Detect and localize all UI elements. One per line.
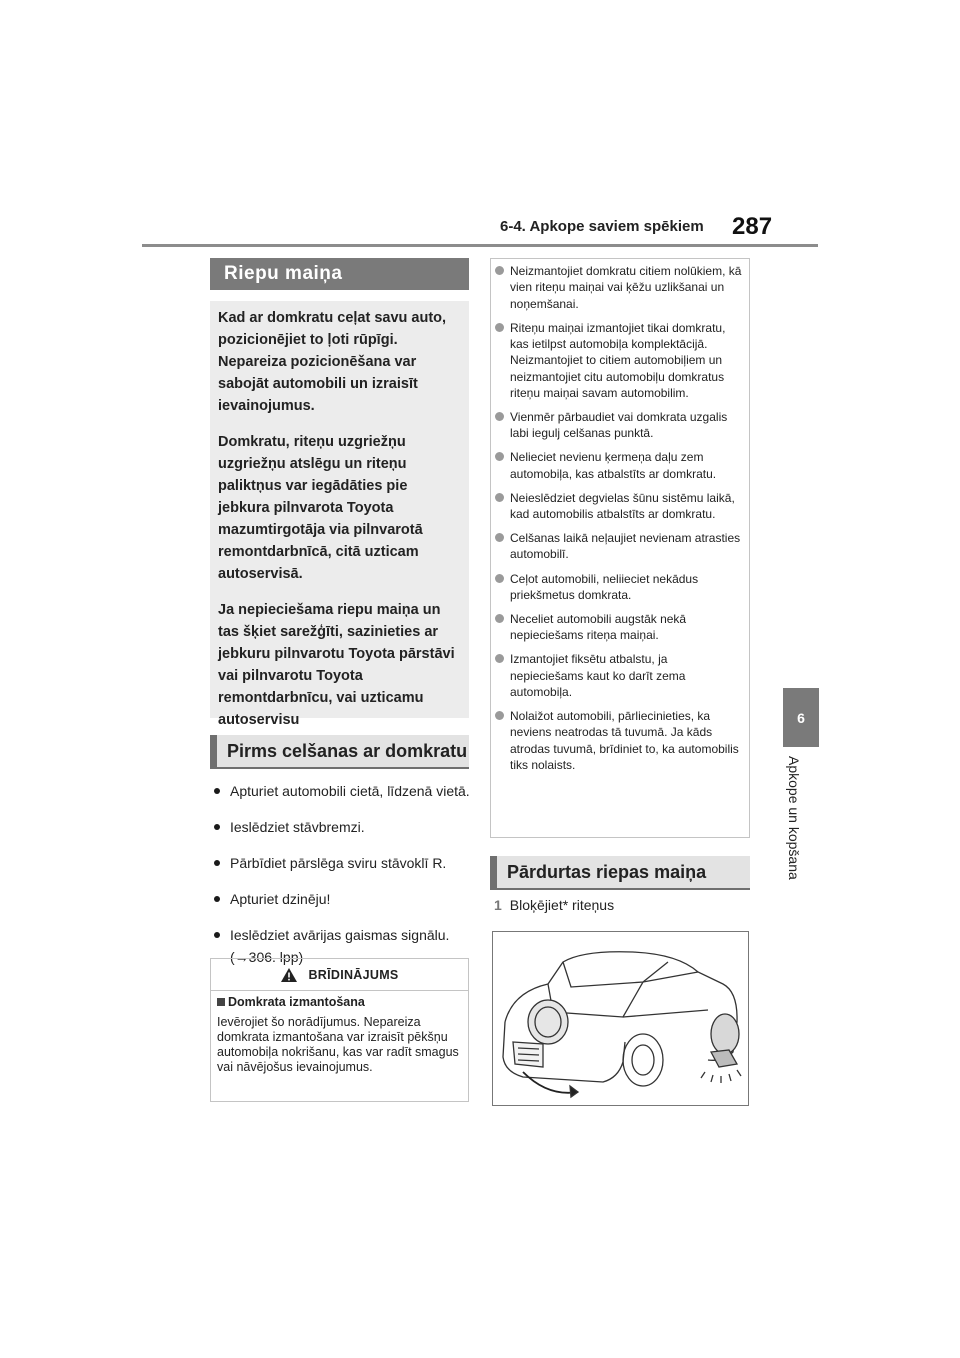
- warning-header: [211, 959, 468, 991]
- step-number: 1: [494, 897, 502, 913]
- list-item: Ieslēdziet avārijas gaismas signālu. (→306. lpp): [212, 924, 470, 968]
- section-title: 6-4. Apkope saviem spēkiem: [500, 218, 704, 235]
- step-1: [494, 897, 614, 913]
- list-item: Neizmantojiet domkratu citiem nolūkiem, kā vien riteņu maiņai vai ķēžu uzlikšanai un noņemšanai.: [495, 263, 743, 312]
- car-illustration: [492, 931, 749, 1106]
- list-item: Pārbīdiet pārslēga sviru stāvoklī R.: [212, 852, 470, 874]
- bullet-icon: [495, 452, 504, 461]
- chapter-label: Apkope un kopšana: [786, 756, 802, 880]
- bullet-icon: [495, 614, 504, 623]
- bullet-icon: [495, 711, 504, 720]
- precautions-box: [490, 258, 750, 838]
- warning-box: [210, 958, 469, 1102]
- list-item: Izmantojiet fiksētu atbalstu, ja nepieciešams kaut ko darīt zema automobiļa.: [495, 651, 743, 700]
- step-text: Bloķējiet* riteņus: [509, 897, 615, 913]
- heading-flat-tire: Pārdurtas riepas maiņa: [490, 856, 750, 890]
- list-item: Neceliet automobili augstāk nekā nepieciešams riteņa maiņai.: [495, 611, 743, 644]
- warning-subheading: Domkrata izmantošana: [217, 995, 462, 1009]
- bullet-icon: [495, 323, 504, 332]
- bullet-icon: [495, 533, 504, 542]
- page-number: 287: [732, 213, 773, 240]
- bullet-icon: [214, 896, 220, 902]
- page-reference: (→306. lpp): [230, 949, 304, 965]
- car-wheel-chock-icon: [493, 932, 748, 1105]
- list-item: Ieslēdziet stāvbremzi.: [212, 816, 470, 838]
- square-bullet-icon: [217, 998, 225, 1006]
- bullet-icon: [214, 932, 220, 938]
- bullet-icon: [214, 788, 220, 794]
- preparation-list: [212, 780, 470, 982]
- bullet-icon: [495, 493, 504, 502]
- bullet-icon: [495, 266, 504, 275]
- heading-before-jacking: Pirms celšanas ar domkratu: [210, 735, 469, 769]
- list-item: Riteņu maiņai izmantojiet tikai domkratu, kas ietilpst automobiļa komplektācijā. Neizmantojiet to citiem automobiļiem un neizmantojiet citu automobiļu domkratus riteņu maiņai savam automobilim.: [495, 320, 743, 401]
- notice-paragraph: Ja nepieciešama riepu maiņa un tas šķiet sarežģīti, sazinieties ar jebkuru pilnvarotu Toyota pārstāvi vai pilnvarotu Toyota remontdarbnīcu, vai uzticamu autoservisu: [218, 602, 455, 728]
- chapter-number: 6: [797, 709, 805, 726]
- list-item: Neieslēdziet degvielas šūnu sistēmu laikā, kad automobilis atbalstīts ar domkratu.: [495, 490, 743, 523]
- list-item: Vienmēr pārbaudiet vai domkrata uzgalis labi iegulj celšanas punktā.: [495, 409, 743, 442]
- list-item: Ceļot automobili, neliieciet nekādus priekšmetus domkrata.: [495, 571, 743, 604]
- bullet-icon: [214, 824, 220, 830]
- chapter-tab: [783, 688, 819, 747]
- warning-triangle-icon: [280, 967, 298, 983]
- bullet-icon: [214, 860, 220, 866]
- list-item: Apturiet dzinēju!: [212, 888, 470, 910]
- notice-paragraph: Domkratu, riteņu uzgriežņu uzgriežņu atslēgu un riteņu paliktņus var iegādāties pie jebkura pilnvarota Toyota mazumtirgotāja via pilnvarotā remontdarbnīcā, citā uzticam autoservisā.: [218, 434, 423, 582]
- header-rule: [142, 244, 818, 247]
- list-item: Celšanas laikā neļaujiet nevienam atrasties automobilī.: [495, 530, 743, 563]
- notice-box: [210, 301, 469, 728]
- chapter-tab-label: [786, 756, 812, 896]
- warning-text: Ievērojiet šo norādījumus. Nepareiza domkrata izmantošana var izraisīt pēkšņu automobiļa nokrišanu, kas var radīt smagus vai nāvējošus ievainojumus.: [217, 1015, 459, 1074]
- bullet-icon: [495, 654, 504, 663]
- heading-tire-change: Riepu maiņa: [210, 258, 469, 290]
- list-item: Apturiet automobili cietā, līdzenā vietā.: [212, 780, 470, 802]
- notice-paragraph: Kad ar domkratu ceļat savu auto, pozicionējiet to ļoti rūpīgi. Nepareiza pozicionēšana var sabojāt automobili un izraisīt ievainojumus.: [218, 310, 447, 414]
- bullet-icon: [495, 412, 504, 421]
- warning-title: BRĪDINĀJUMS: [308, 967, 399, 982]
- bullet-icon: [495, 574, 504, 583]
- list-item: Nolaižot automobili, pārliecinieties, ka neviens neatrodas tā tuvumā. Ja kāds atrodas tuvumā, brīdiniet to, ka automobilis tiks nolaists.: [495, 708, 743, 773]
- list-item: Nelieciet nevienu ķermeņa daļu zem automobiļa, kas atbalstīts ar domkratu.: [495, 449, 743, 482]
